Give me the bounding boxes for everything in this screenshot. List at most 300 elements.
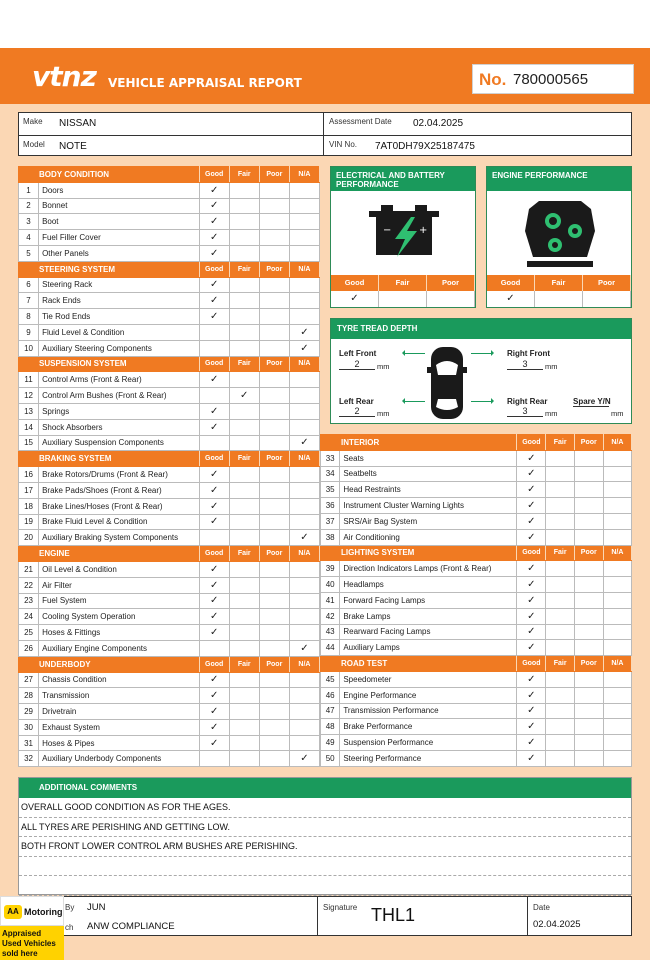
check-cell	[289, 704, 319, 720]
left-checklist	[18, 166, 320, 767]
check-cell	[229, 704, 259, 720]
item-label: Rack Ends	[39, 293, 200, 309]
check-mark: ✓	[199, 214, 229, 230]
section-title: ENGINE	[19, 546, 200, 562]
check-cell	[259, 245, 289, 261]
check-cell	[259, 435, 289, 451]
check-mark: ✓	[199, 182, 229, 198]
item-label: Exhaust System	[39, 719, 200, 735]
check-cell	[229, 340, 259, 356]
section-header	[321, 435, 632, 451]
check-cell	[229, 230, 259, 246]
check-cell	[229, 435, 259, 451]
check-cell	[199, 340, 229, 356]
checklist-row	[19, 403, 320, 419]
item-label: Bonnet	[39, 198, 200, 214]
check-cell	[289, 719, 319, 735]
check-cell	[603, 513, 631, 529]
checklist-row	[19, 309, 320, 325]
check-mark: ✓	[289, 435, 319, 451]
item-label: Direction Indicators Lamps (Front & Rear)	[340, 561, 517, 577]
signature-label: Signature	[323, 903, 358, 912]
checklist-row	[19, 577, 320, 593]
check-cell	[379, 291, 427, 307]
check-cell	[603, 624, 631, 640]
item-number: 22	[19, 577, 39, 593]
date-value: 02.04.2025	[413, 118, 464, 129]
checklist-row	[321, 624, 632, 640]
right-rear-unit: mm	[545, 409, 558, 418]
check-cell	[289, 672, 319, 688]
check-mark: ✓	[199, 561, 229, 577]
item-number: 19	[19, 514, 39, 530]
item-label: Auxiliary Underbody Components	[39, 751, 200, 767]
column-header: Fair	[546, 435, 574, 451]
check-mark: ✓	[289, 640, 319, 656]
check-mark: ✓	[517, 592, 546, 608]
checklist-row	[19, 245, 320, 261]
spare-label: Spare Y/N	[573, 397, 611, 406]
item-label: Brake Pads/Shoes (Front & Rear)	[39, 482, 200, 498]
item-label: Seatbelts	[340, 466, 517, 482]
check-cell	[259, 230, 289, 246]
right-rear-arrow	[471, 401, 491, 402]
check-cell	[583, 291, 631, 307]
check-mark: ✓	[289, 340, 319, 356]
left-rear-label: Left Rear	[339, 397, 374, 406]
checklist-row	[321, 592, 632, 608]
check-cell	[229, 514, 259, 530]
column-header: N/A	[289, 167, 319, 183]
column-header: Poor	[427, 275, 475, 291]
check-cell	[603, 482, 631, 498]
check-cell	[574, 577, 603, 593]
electrical-title: ELECTRICAL AND BATTERY PERFORMANCE	[331, 167, 475, 191]
checklist-row	[19, 198, 320, 214]
branch-label: ch	[65, 923, 74, 932]
column-header: Good	[199, 261, 229, 277]
item-number: 48	[321, 719, 340, 735]
item-number: 14	[19, 419, 39, 435]
check-cell	[603, 498, 631, 514]
check-cell	[199, 751, 229, 767]
item-label: SRS/Air Bag System	[340, 513, 517, 529]
check-cell	[289, 293, 319, 309]
check-cell	[229, 245, 259, 261]
check-cell	[603, 703, 631, 719]
vtnz-logo: vtnz	[32, 60, 96, 93]
checklist-row	[19, 751, 320, 767]
spare-value	[573, 406, 609, 407]
checklist-row	[19, 277, 320, 293]
column-header: N/A	[289, 451, 319, 467]
check-cell	[259, 182, 289, 198]
column-header: Poor	[574, 656, 603, 672]
section-title: BRAKING SYSTEM	[19, 451, 200, 467]
checklist-row	[321, 608, 632, 624]
check-cell	[259, 593, 289, 609]
check-mark: ✓	[199, 704, 229, 720]
check-cell	[603, 608, 631, 624]
item-number: 10	[19, 340, 39, 356]
item-number: 50	[321, 750, 340, 766]
check-cell	[259, 482, 289, 498]
check-cell	[229, 561, 259, 577]
check-cell	[229, 530, 259, 546]
check-mark: ✓	[517, 561, 546, 577]
item-number: 45	[321, 671, 340, 687]
item-number: 11	[19, 372, 39, 388]
check-cell	[229, 403, 259, 419]
check-cell	[574, 687, 603, 703]
section-title: SUSPENSION SYSTEM	[19, 356, 200, 372]
column-header: Fair	[535, 275, 583, 291]
item-number: 37	[321, 513, 340, 529]
check-cell	[603, 640, 631, 656]
check-cell	[259, 514, 289, 530]
check-mark: ✓	[331, 291, 379, 307]
check-mark: ✓	[199, 482, 229, 498]
check-cell	[259, 751, 289, 767]
check-mark: ✓	[199, 688, 229, 704]
checklist-row	[19, 419, 320, 435]
checklist-row	[19, 214, 320, 230]
check-cell	[229, 672, 259, 688]
left-front-value: 2	[339, 359, 375, 370]
item-number: 33	[321, 450, 340, 466]
check-mark: ✓	[199, 277, 229, 293]
item-number: 30	[19, 719, 39, 735]
aa-badge-text: Appraised Used Vehicles sold here	[0, 926, 64, 960]
aa-name: Motoring	[24, 907, 63, 917]
check-cell	[603, 719, 631, 735]
report-number: 780000565	[513, 71, 589, 88]
column-header: N/A	[289, 261, 319, 277]
check-cell	[546, 719, 574, 735]
check-mark: ✓	[487, 291, 535, 307]
aa-logo-icon: AA	[4, 905, 22, 919]
item-number: 13	[19, 403, 39, 419]
check-cell	[259, 735, 289, 751]
left-front-label: Left Front	[339, 349, 377, 358]
section-title: UNDERBODY	[19, 656, 200, 672]
engine-performance	[486, 166, 632, 308]
right-front-value: 3	[507, 359, 543, 370]
report-number-label: No.	[479, 70, 507, 89]
check-cell	[574, 735, 603, 751]
column-header: Fair	[229, 546, 259, 562]
item-number: 32	[19, 751, 39, 767]
check-cell	[427, 291, 475, 307]
check-cell	[229, 688, 259, 704]
check-cell	[199, 640, 229, 656]
section-header	[19, 167, 320, 183]
item-number: 1	[19, 182, 39, 198]
item-label: Auxiliary Lamps	[340, 640, 517, 656]
check-cell	[289, 593, 319, 609]
item-number: 18	[19, 498, 39, 514]
column-header: Good	[517, 545, 546, 561]
column-header: Poor	[259, 356, 289, 372]
checklist-row	[19, 625, 320, 641]
by-value: JUN	[87, 902, 106, 913]
make-label: Make	[23, 117, 43, 126]
item-number: 38	[321, 529, 340, 545]
item-number: 42	[321, 608, 340, 624]
check-cell	[199, 435, 229, 451]
section-title: BODY CONDITION	[19, 167, 200, 183]
item-label: Transmission	[39, 688, 200, 704]
section-title: LIGHTING SYSTEM	[321, 545, 517, 561]
check-cell	[603, 687, 631, 703]
check-cell	[259, 640, 289, 656]
item-number: 24	[19, 609, 39, 625]
svg-text:+: +	[419, 225, 428, 236]
by-label: By	[65, 903, 75, 912]
check-cell	[603, 466, 631, 482]
left-rear-unit: mm	[377, 409, 390, 418]
item-number: 27	[19, 672, 39, 688]
column-header: Fair	[546, 545, 574, 561]
check-cell	[229, 498, 259, 514]
check-cell	[259, 609, 289, 625]
check-cell	[574, 671, 603, 687]
checklist-row	[19, 467, 320, 483]
check-cell	[259, 214, 289, 230]
engine-perf-title: ENGINE PERFORMANCE	[487, 167, 631, 191]
check-cell	[259, 293, 289, 309]
item-label: Headlamps	[340, 577, 517, 593]
check-cell	[289, 467, 319, 483]
item-label: Springs	[39, 403, 200, 419]
item-number: 46	[321, 687, 340, 703]
signature-value: THL1	[371, 905, 416, 925]
checklist-row	[19, 293, 320, 309]
item-label: Brake Lines/Hoses (Front & Rear)	[39, 498, 200, 514]
item-label: Transmission Performance	[340, 703, 517, 719]
column-header: Poor	[583, 275, 631, 291]
check-mark: ✓	[289, 751, 319, 767]
date-label: Assessment Date	[329, 117, 392, 126]
checklist-row	[19, 735, 320, 751]
check-cell	[546, 671, 574, 687]
tyre-tread-depth	[330, 318, 632, 424]
column-header: Poor	[259, 656, 289, 672]
checklist-row	[321, 750, 632, 766]
item-label: Air Filter	[39, 577, 200, 593]
section-header	[19, 261, 320, 277]
item-label: Brake Lamps	[340, 608, 517, 624]
footer-date-value: 02.04.2025	[533, 919, 581, 930]
check-cell	[199, 530, 229, 546]
check-cell	[574, 750, 603, 766]
item-number: 26	[19, 640, 39, 656]
check-cell	[574, 561, 603, 577]
check-cell	[603, 671, 631, 687]
column-header: Good	[331, 275, 379, 291]
item-number: 3	[19, 214, 39, 230]
item-label: Control Arm Bushes (Front & Rear)	[39, 388, 200, 404]
item-label: Fuel Filler Cover	[39, 230, 200, 246]
check-mark: ✓	[199, 514, 229, 530]
check-cell	[229, 593, 259, 609]
checklist-row	[19, 340, 320, 356]
right-front-arrow	[471, 353, 491, 354]
checklist-row	[19, 498, 320, 514]
item-number: 31	[19, 735, 39, 751]
check-mark: ✓	[517, 640, 546, 656]
right-rear-label: Right Rear	[507, 397, 548, 406]
check-cell	[199, 324, 229, 340]
svg-text:−: −	[383, 225, 392, 236]
item-label: Fuel System	[39, 593, 200, 609]
additional-comments	[18, 777, 632, 895]
comment-line	[19, 857, 631, 877]
check-cell	[229, 625, 259, 641]
check-cell	[259, 688, 289, 704]
item-label: Brake Performance	[340, 719, 517, 735]
item-number: 41	[321, 592, 340, 608]
checklist-row	[19, 372, 320, 388]
column-header: Poor	[259, 546, 289, 562]
item-number: 2	[19, 198, 39, 214]
checklist-row	[19, 704, 320, 720]
check-cell	[259, 309, 289, 325]
check-cell	[259, 372, 289, 388]
check-mark: ✓	[517, 450, 546, 466]
section-header	[321, 545, 632, 561]
check-cell	[574, 624, 603, 640]
item-number: 8	[19, 309, 39, 325]
checklist-row	[321, 466, 632, 482]
left-rear-value: 2	[339, 406, 375, 417]
item-label: Speedometer	[340, 671, 517, 687]
column-header: N/A	[289, 546, 319, 562]
checklist-row	[321, 482, 632, 498]
checklist-row	[321, 640, 632, 656]
section-header	[19, 451, 320, 467]
checklist-row	[321, 719, 632, 735]
vin-value: 7AT0DH79X25187475	[375, 141, 475, 152]
check-cell	[546, 513, 574, 529]
checklist-row	[19, 435, 320, 451]
check-mark: ✓	[289, 324, 319, 340]
check-cell	[259, 704, 289, 720]
item-label: Seats	[340, 450, 517, 466]
item-number: 4	[19, 230, 39, 246]
column-header: Poor	[259, 167, 289, 183]
check-cell	[546, 482, 574, 498]
section-title: INTERIOR	[321, 435, 517, 451]
check-cell	[289, 688, 319, 704]
check-mark: ✓	[517, 735, 546, 751]
check-cell	[574, 482, 603, 498]
check-cell	[289, 214, 319, 230]
checklist-row	[321, 703, 632, 719]
item-number: 23	[19, 593, 39, 609]
make-value: NISSAN	[59, 118, 97, 129]
check-cell	[259, 672, 289, 688]
comment-line: OVERALL GOOD CONDITION AS FOR THE AGES.	[19, 798, 631, 818]
check-cell	[229, 324, 259, 340]
checklist-row	[19, 609, 320, 625]
check-cell	[259, 403, 289, 419]
vin-label: VIN No.	[329, 140, 358, 149]
check-cell	[229, 182, 259, 198]
check-cell	[574, 592, 603, 608]
item-label: Suspension Performance	[340, 735, 517, 751]
model-value: NOTE	[59, 141, 87, 152]
vehicle-info	[18, 112, 632, 156]
column-header: N/A	[289, 656, 319, 672]
item-label: Auxiliary Braking System Components	[39, 530, 200, 546]
item-number: 6	[19, 277, 39, 293]
check-cell	[259, 498, 289, 514]
check-mark: ✓	[517, 482, 546, 498]
check-cell	[603, 529, 631, 545]
check-cell	[259, 277, 289, 293]
item-label: Brake Rotors/Drums (Front & Rear)	[39, 467, 200, 483]
checklist-row	[19, 688, 320, 704]
check-cell	[546, 750, 574, 766]
check-cell	[574, 703, 603, 719]
car-top-view-icon	[427, 345, 467, 426]
check-cell	[229, 609, 259, 625]
check-mark: ✓	[229, 388, 259, 404]
battery-icon	[331, 191, 475, 275]
check-cell	[574, 450, 603, 466]
check-cell	[229, 735, 259, 751]
item-label: Cooling System Operation	[39, 609, 200, 625]
column-header: N/A	[603, 656, 631, 672]
check-cell	[603, 592, 631, 608]
item-number: 35	[321, 482, 340, 498]
item-label: Engine Performance	[340, 687, 517, 703]
check-cell	[289, 198, 319, 214]
check-mark: ✓	[517, 703, 546, 719]
check-cell	[574, 466, 603, 482]
section-header	[19, 656, 320, 672]
branch-value: ANW COMPLIANCE	[87, 921, 175, 932]
checklist-row	[321, 450, 632, 466]
column-header: Good	[517, 656, 546, 672]
check-mark: ✓	[289, 530, 319, 546]
column-header: Good	[199, 356, 229, 372]
item-number: 40	[321, 577, 340, 593]
check-mark: ✓	[517, 719, 546, 735]
column-header: N/A	[603, 545, 631, 561]
check-cell	[289, 735, 319, 751]
check-cell	[229, 372, 259, 388]
check-cell	[546, 624, 574, 640]
check-mark: ✓	[517, 687, 546, 703]
check-cell	[259, 467, 289, 483]
comment-line: BOTH FRONT LOWER CONTROL ARM BUSHES ARE PERISHING.	[19, 837, 631, 857]
item-number: 20	[19, 530, 39, 546]
item-number: 44	[321, 640, 340, 656]
check-cell	[229, 214, 259, 230]
column-header: Fair	[546, 656, 574, 672]
column-header: Fair	[229, 656, 259, 672]
item-number: 12	[19, 388, 39, 404]
column-header: Fair	[229, 451, 259, 467]
item-number: 43	[321, 624, 340, 640]
check-cell	[229, 482, 259, 498]
item-number: 28	[19, 688, 39, 704]
left-front-arrow	[405, 353, 425, 354]
column-header: Fair	[229, 167, 259, 183]
left-rear-arrow	[405, 401, 425, 402]
